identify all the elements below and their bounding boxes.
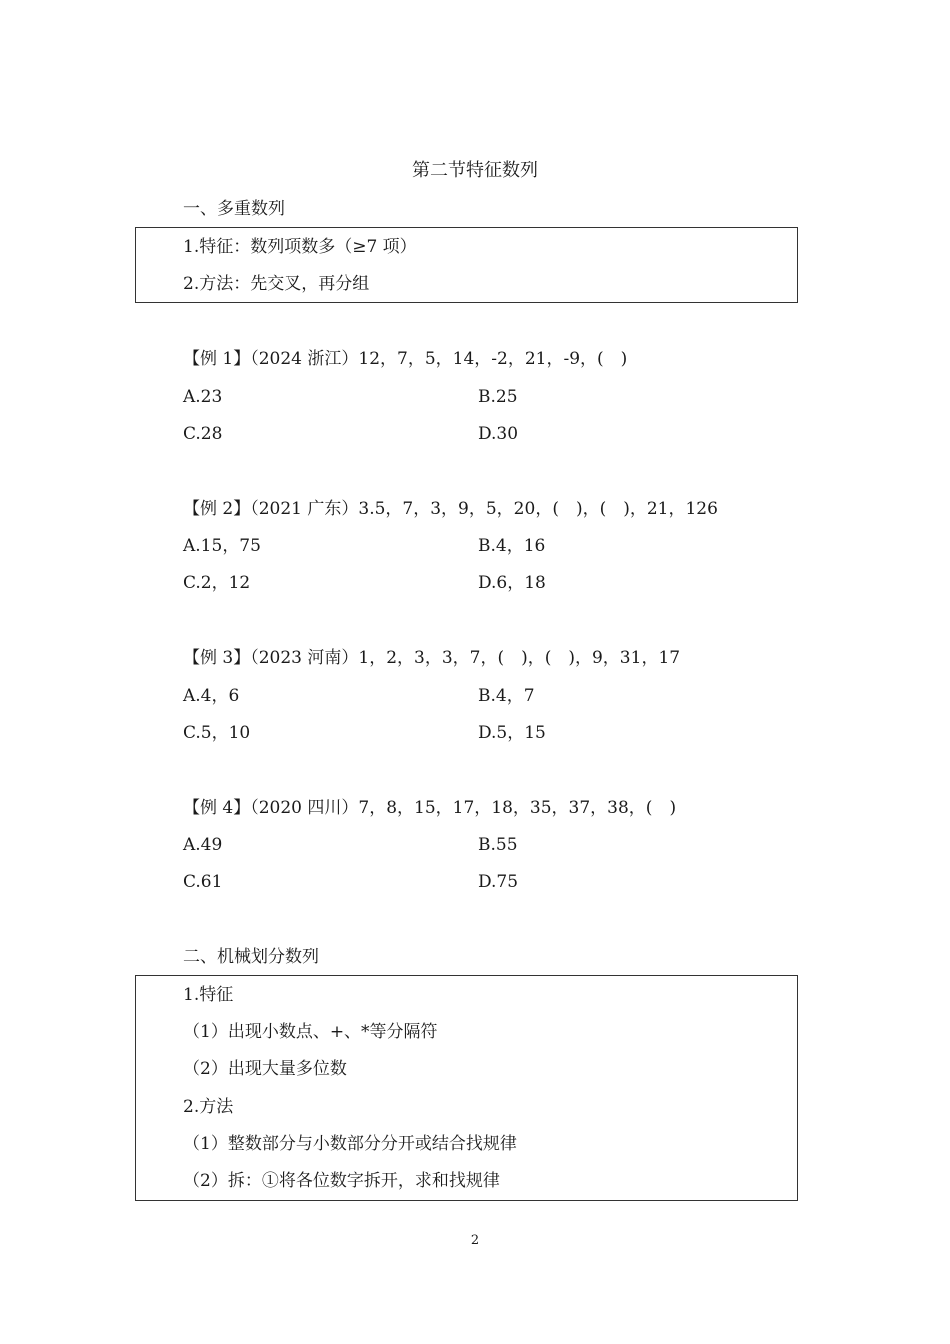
section2-info-box [135,975,798,1201]
example-3-option-d: D.5，15 [478,723,546,743]
section2-box-line-2: （1）出现小数点、+、*等分隔符 [183,1022,438,1042]
section-heading-mechanical-division: 二、机械划分数列 [183,947,319,967]
section2-box-line-4: 2.方法 [183,1097,234,1117]
example-3-stem: 【例 3】（2023 河南）1，2，3，3，7，( )，( )，9，31，17 [183,648,681,668]
example-3-option-a: A.4，6 [183,686,240,706]
section1-box-line-2: 2.方法：先交叉，再分组 [183,274,370,294]
example-1-option-c: C.28 [183,424,223,444]
example-1-option-a: A.23 [183,387,223,407]
section2-box-line-1: 1.特征 [183,985,234,1005]
example-3-option-b: B.4，7 [478,686,535,706]
section-heading-multiple-sequence: 一、多重数列 [183,199,285,219]
example-4-option-a: A.49 [183,835,223,855]
example-2-option-a: A.15，75 [183,536,261,556]
section2-box-line-5: （1）整数部分与小数部分分开或结合找规律 [183,1134,517,1154]
example-2-option-c: C.2，12 [183,573,251,593]
section2-box-line-6: （2）拆：①将各位数字拆开，求和找规律 [183,1171,500,1191]
example-3-option-c: C.5，10 [183,723,251,743]
example-1-option-d: D.30 [478,424,519,444]
section1-box-line-1: 1.特征：数列项数多（≥7 项） [183,237,417,257]
example-1-stem: 【例 1】（2024 浙江）12，7，5，14，-2，21，-9，( ) [183,349,628,369]
page-number: 2 [470,1233,480,1248]
example-1-option-b: B.25 [478,387,518,407]
example-2-option-d: D.6，18 [478,573,546,593]
example-4-stem: 【例 4】（2020 四川）7，8，15，17，18，35，37，38，( ) [183,798,677,818]
page-title: 第二节特征数列 [412,160,538,181]
example-4-option-c: C.61 [183,872,223,892]
example-2-option-b: B.4，16 [478,536,546,556]
section2-box-line-3: （2）出现大量多位数 [183,1059,347,1079]
example-2-stem: 【例 2】（2021 广东）3.5，7，3，9，5，20，( )，( )，21，126 [183,499,718,519]
example-4-option-b: B.55 [478,835,518,855]
example-4-option-d: D.75 [478,872,519,892]
